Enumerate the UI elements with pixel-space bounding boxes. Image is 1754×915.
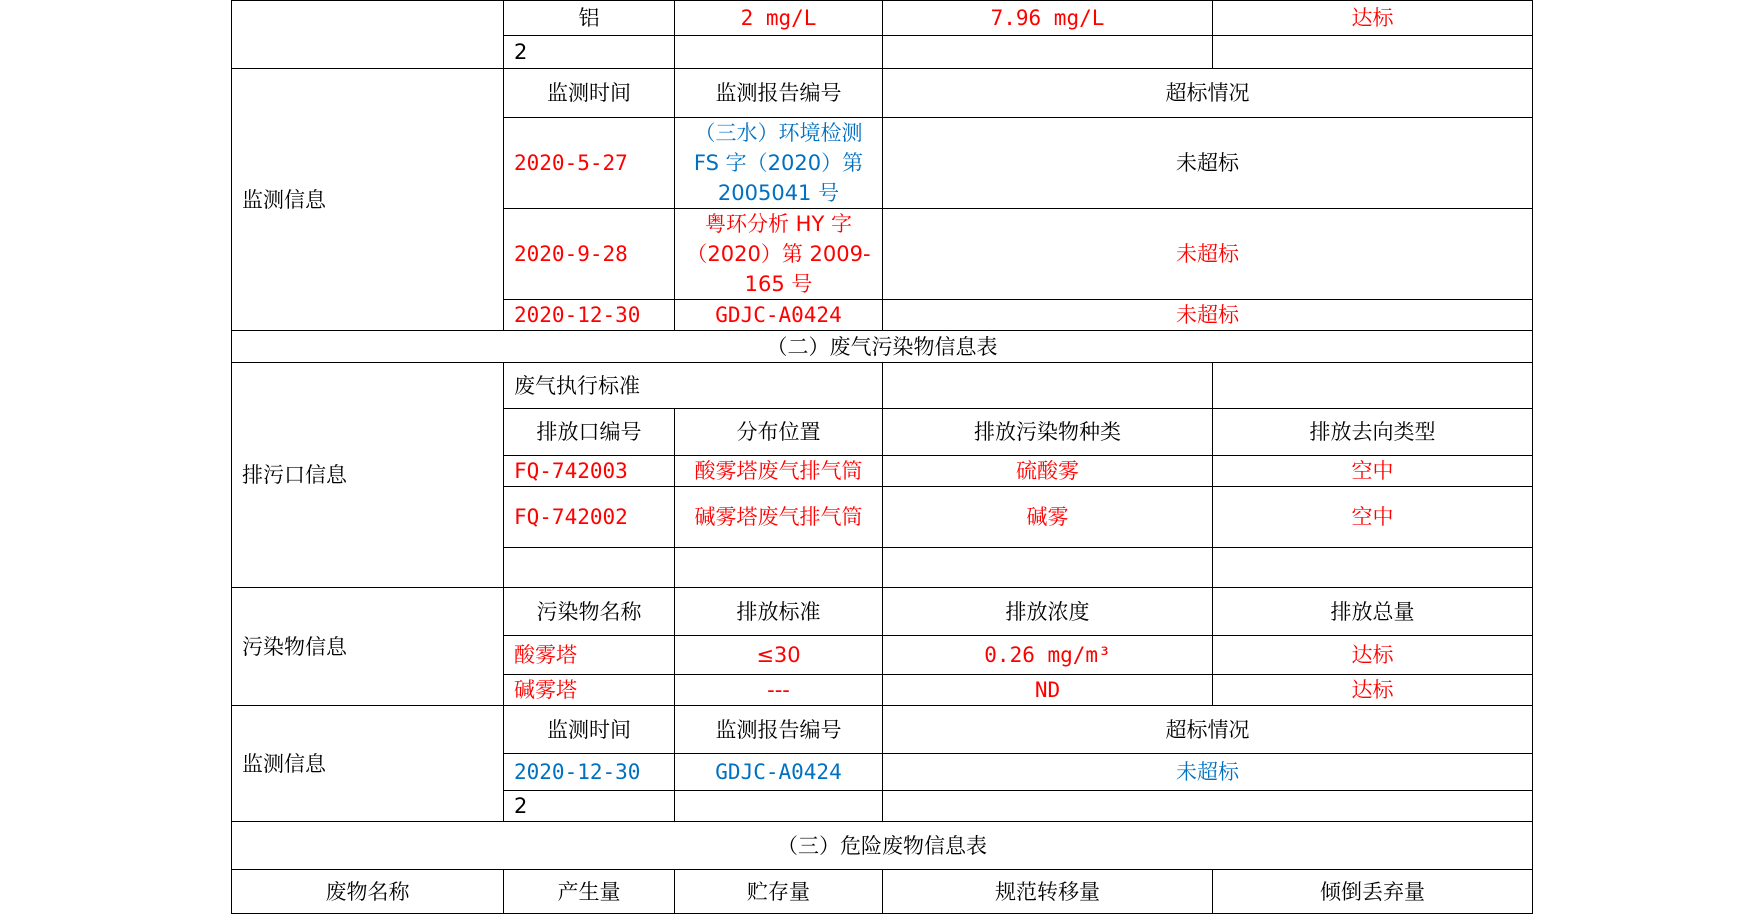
outlet-direction-cell: 空中 [1213, 456, 1533, 487]
monitor-exceed-header: 超标情况 [883, 706, 1533, 754]
monitor-exceed-cell: 未超标 [883, 118, 1533, 209]
row-number-cell: 2 [504, 791, 675, 822]
monitor-time-cell: 2020-5-27 [504, 118, 675, 209]
pollutant-name-header: 污染物名称 [504, 588, 675, 636]
status-cell: 达标 [1213, 1, 1533, 36]
blank-label-cell [232, 1, 504, 69]
empty-cell [675, 36, 883, 69]
monitor-time-header: 监测时间 [504, 69, 675, 118]
outlet-type-cell: 硫酸雾 [883, 456, 1213, 487]
empty-cell [883, 791, 1533, 822]
monitor-report-header: 监测报告编号 [675, 69, 883, 118]
info-table [231, 0, 1533, 914]
pollutant-name-cell: 酸雾塔 [504, 636, 675, 675]
monitor-exceed-cell: 未超标 [883, 754, 1533, 791]
monitor-report-cell: 粤环分析 HY 字 （2020）第 2009-165 号 [675, 209, 883, 300]
monitor-exceed-cell: 未超标 [883, 209, 1533, 300]
outlet-location-cell: 酸雾塔废气排气筒 [675, 456, 883, 487]
empty-cell [675, 548, 883, 588]
pollutant-total-cell: 达标 [1213, 636, 1533, 675]
outlet-direction-cell: 空中 [1213, 487, 1533, 548]
empty-cell [883, 548, 1213, 588]
hazard-name-header: 废物名称 [232, 870, 504, 914]
empty-cell [675, 791, 883, 822]
water-monitor-label: 监测信息 [232, 69, 504, 331]
pollutant-total-header: 排放总量 [1213, 588, 1533, 636]
monitor-report-cell: GDJC-A0424 [675, 300, 883, 331]
pollutant-standard-cell: ≤30 [675, 636, 883, 675]
pollutant-concentration-header: 排放浓度 [883, 588, 1213, 636]
monitor-report-header: 监测报告编号 [675, 706, 883, 754]
monitor-report-cell: GDJC-A0424 [675, 754, 883, 791]
hazard-dumped-header: 倾倒丢弃量 [1213, 870, 1533, 914]
empty-cell [883, 363, 1213, 409]
hazard-transfer-header: 规范转移量 [883, 870, 1213, 914]
outlet-direction-header: 排放去向类型 [1213, 409, 1533, 456]
monitor-exceed-cell: 未超标 [883, 300, 1533, 331]
outlet-type-cell: 碱雾 [883, 487, 1213, 548]
hazard-stored-header: 贮存量 [675, 870, 883, 914]
empty-cell [1213, 36, 1533, 69]
pollutant-total-cell: 达标 [1213, 675, 1533, 706]
hazard-produced-header: 产生量 [504, 870, 675, 914]
gas-monitor-label: 监测信息 [232, 706, 504, 822]
monitor-exceed-header: 超标情况 [883, 69, 1533, 118]
empty-cell [1213, 548, 1533, 588]
hazard-section-title: （三）危险废物信息表 [232, 822, 1533, 870]
pollutant-name-cell: 铝 [504, 1, 675, 36]
pollutant-concentration-cell: ND [883, 675, 1213, 706]
standard-cell: 2 mg/L [675, 1, 883, 36]
row-number-cell: 2 [504, 36, 675, 69]
outlet-location-header: 分布位置 [675, 409, 883, 456]
monitor-time-cell: 2020-9-28 [504, 209, 675, 300]
pollutant-standard-header: 排放标准 [675, 588, 883, 636]
gas-section-title: （二）废气污染物信息表 [232, 331, 1533, 363]
outlet-info-label: 排污口信息 [232, 363, 504, 588]
concentration-cell: 7.96 mg/L [883, 1, 1213, 36]
outlet-type-header: 排放污染物种类 [883, 409, 1213, 456]
outlet-id-cell: FQ-742002 [504, 487, 675, 548]
outlet-id-header: 排放口编号 [504, 409, 675, 456]
monitor-time-cell: 2020-12-30 [504, 300, 675, 331]
monitor-report-cell: （三水）环境检测 FS 字（2020）第 2005041 号 [675, 118, 883, 209]
monitor-time-header: 监测时间 [504, 706, 675, 754]
pollutant-concentration-cell: 0.26 mg/m³ [883, 636, 1213, 675]
empty-cell [1213, 363, 1533, 409]
pollutant-name-cell: 碱雾塔 [504, 675, 675, 706]
empty-cell [504, 548, 675, 588]
pollutant-standard-cell: --- [675, 675, 883, 706]
gas-standard-label: 废气执行标准 [504, 363, 883, 409]
outlet-location-cell: 碱雾塔废气排气筒 [675, 487, 883, 548]
empty-cell [883, 36, 1213, 69]
monitor-time-cell: 2020-12-30 [504, 754, 675, 791]
outlet-id-cell: FQ-742003 [504, 456, 675, 487]
pollutant-info-label: 污染物信息 [232, 588, 504, 706]
